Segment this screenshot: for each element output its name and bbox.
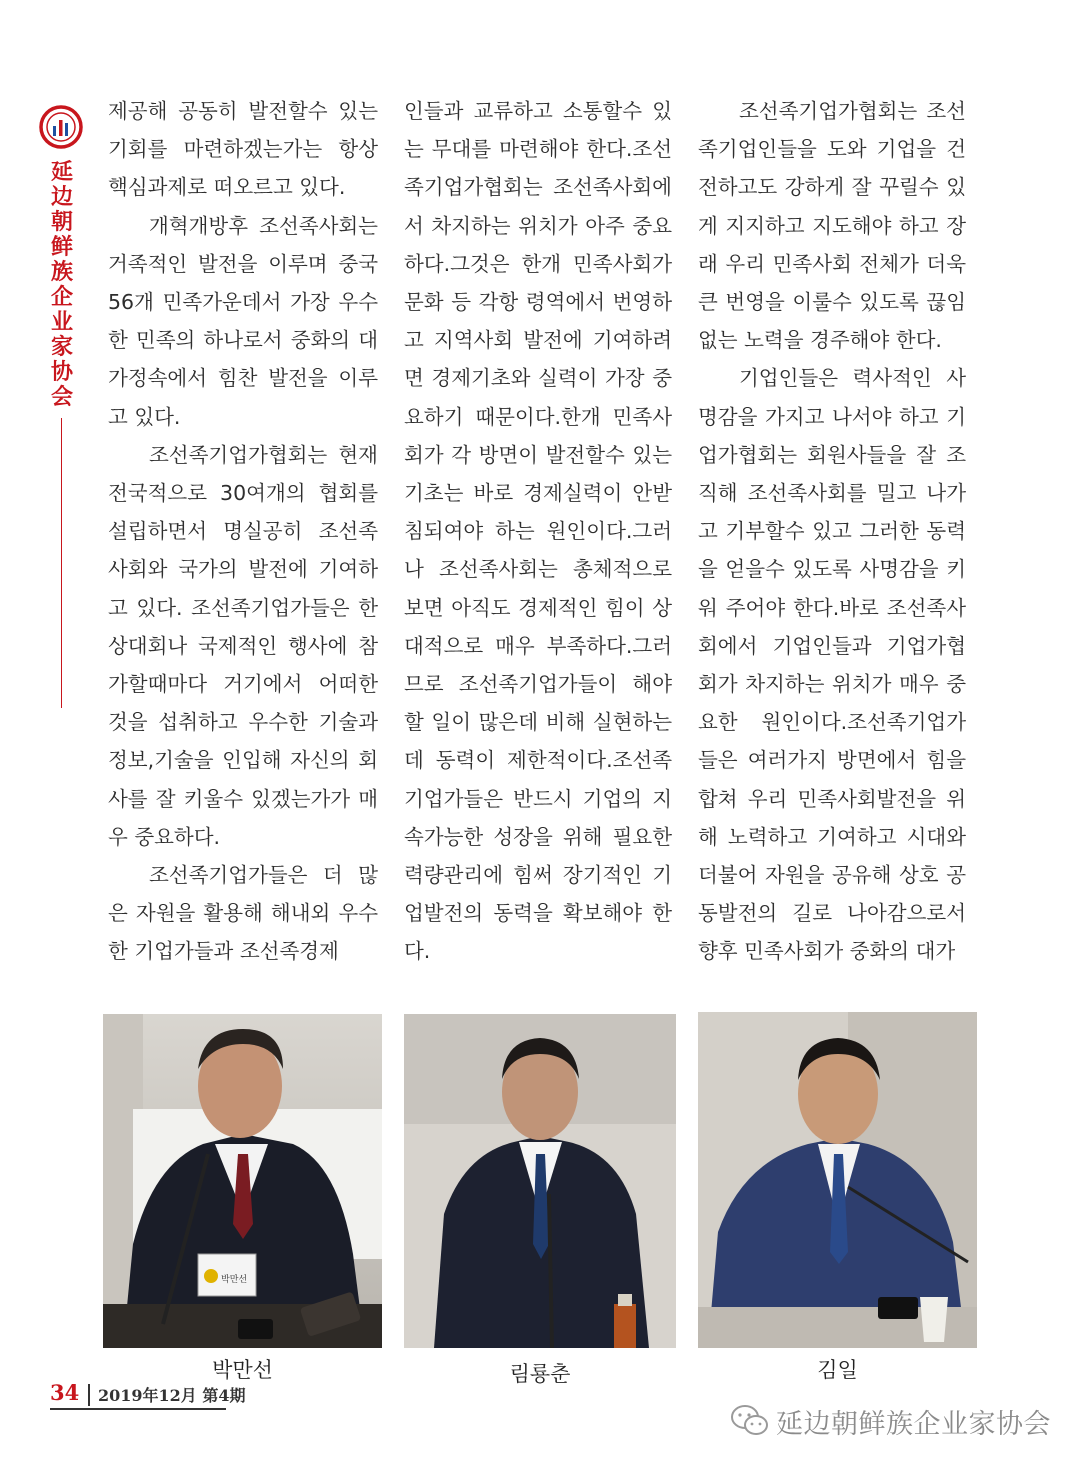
footer-separator [88, 1384, 90, 1406]
brand-vertical-title: 延边朝鲜族企业家协会 [50, 160, 73, 410]
issue-label: 2019年12月 第4期 [98, 1386, 246, 1405]
paragraph: 인들과 교류하고 소통할수 있는 무대를 마련해야 한다.조선족기업가협회는 조선족사회에서 차지하는 위치가 아주 중요하다.그것은 한개 민족사회가 문화 등 각항 령역에서 번영하고 지역사회 발전에 기여하려면 경제기초와 실력이 가장 중요하기 때문이다.한개 민족사회가 각 방면이 발전할수 있는 기초는 바로 경제실력이 안받침되여야 하는 원인이다.그러나 조선족사회는 총체적으로 보면 아직도 경제적인 힘이 상대적으로 매우 부족하다.그러므로 조선족기업가들이 해야 할 일이 많은데 비해 실현하는데 동력이 제한적이다.조선족기업가들은 반드시 기업의 지속가능한 성장을 위해 필요한 력량관리에 힘써 장기적인 기업발전의 동력을 확보해야 한다. [404, 99, 672, 964]
sidebar-divider [61, 418, 62, 708]
paragraph: 조선족기업가협회는 조선족기업인들을 도와 기업을 건전하고도 강하게 잘 꾸릴수 있게 지지하고 지도해야 하고 장래 우리 민족사회 전체가 더욱 큰 번영을 이룰수 있도록 끊임없는 노력을 경주해야 한다. [698, 99, 966, 353]
paragraph: 기업인들은 력사적인 사명감을 가지고 나서야 하고 기업가협회는 회원사들을 잘 조직해 조선족사회를 밀고 나가고 기부할수 있고 그러한 동력을 얻을수 있도록 사명감을 키워 주어야 한다.바로 조선족사회에서 기업인들과 기업가협회가 차지하는 위치가 매우 중요한 원인이다.조선족기업가들은 여러가지 방면에서 힘을 합쳐 우리 민족사회발전을 위해 노력하고 기여하고 시대와 더불어 자원을 공유해 상호 공동발전의 길로 나아감으로서 향후 민족사회가 중화의 대가 [698, 366, 966, 964]
portrait-photo-3 [698, 1012, 977, 1348]
portrait-photo-1 [103, 1014, 382, 1348]
paragraph: 조선족기업가들은 더 많은 자원을 활용해 해내외 우수한 기업가들과 조선족경제 [108, 863, 378, 964]
paragraph: 조선족기업가협회는 현재 전국적으로 30여개의 협회를 설립하면서 명실공히 조선족사회와 국가의 발전에 기여하고 있다. 조선족기업가들은 한상대회나 국제적인 행사에 참가할때마다 거기에서 어떠한 것을 섭취하고 우수한 기술과 정보,기술을 인입해 자신의 회사를 잘 키울수 있겠는가가 매우 중요하다. [108, 442, 378, 849]
photo-caption-2: 림룡춘 [509, 1362, 571, 1386]
photo-caption-1: 박만선 [212, 1358, 273, 1382]
association-logo-icon [38, 104, 84, 150]
article-column-1 [108, 92, 378, 971]
paragraph: 제공해 공동히 발전할수 있는 기회를 마련하겠는가는 항상 핵심과제로 떠오르고 있다. [108, 99, 378, 200]
page-number: 34 [50, 1380, 80, 1405]
watermark-account-name: 延边朝鲜族企业家协会 [776, 1409, 1051, 1440]
name-badge-text: 박만선 [221, 1275, 248, 1285]
footer-rule [50, 1408, 226, 1410]
article-column-3 [698, 92, 966, 971]
portrait-photo-2 [404, 1014, 676, 1348]
article-column-2 [404, 92, 672, 971]
wechat-icon [730, 1402, 770, 1438]
paragraph: 개혁개방후 조선족사회는 거족적인 발전을 이루며 중국 56개 민족가운데서 가장 우수한 민족의 하나로서 중화의 대가정속에서 힘찬 발전을 이루고 있다. [108, 213, 378, 429]
photo-caption-3: 김일 [817, 1358, 858, 1382]
